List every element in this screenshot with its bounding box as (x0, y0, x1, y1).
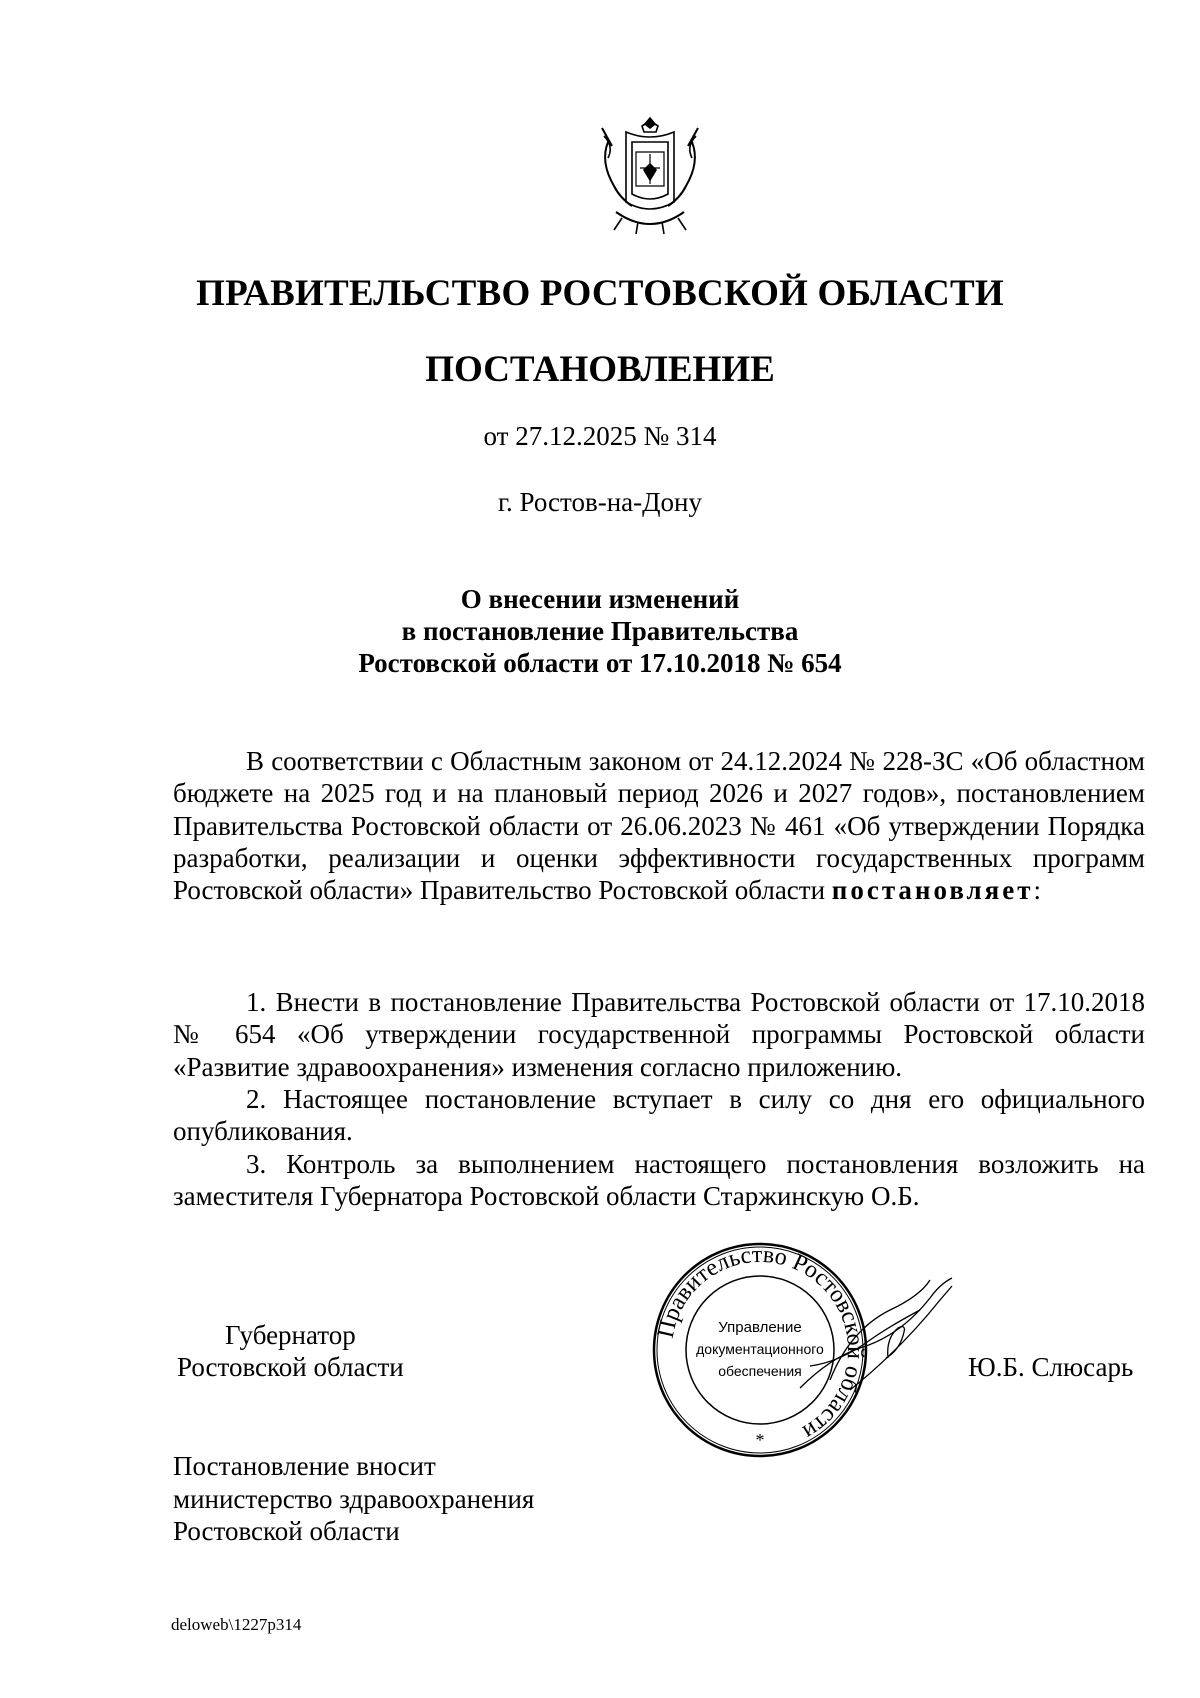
signatory-title-line: Губернатор (224, 1320, 356, 1350)
preamble-paragraph (173, 745, 1145, 906)
introduced-by-line: Ростовской области (173, 1516, 400, 1546)
organization-title: ПРАВИТЕЛЬСТВО РОСТОВСКОЙ ОБЛАСТИ (196, 273, 1004, 314)
stamp-inner-line: Управление (718, 1319, 802, 1336)
subject-line: О внесении изменений (460, 584, 740, 614)
signatory-title (177, 1319, 404, 1383)
document-city: г. Ростов-на-Дону (497, 487, 702, 517)
decision-word: постановляет (831, 875, 1034, 906)
document-subject (0, 583, 1200, 679)
subject-line: Ростовской области от 17.10.2018 № 654 (358, 648, 842, 678)
document-date-number: от 27.12.2025 № 314 (483, 421, 717, 451)
introduced-by-line: Постановление вносит (173, 1451, 436, 1481)
item-paragraph: 1. Внести в постановление Правительства Ростовской области от 17.10.2018 № 654 «Об утверждении государственной программы Ростовской области «Развитие здравоохранения» изменения согласно приложению. (173, 987, 1145, 1082)
item-paragraph: 2. Настоящее постановление вступает в силу со дня его официального опубликования. (173, 1084, 1145, 1147)
stamp-inner-line: документационного (696, 1341, 824, 1357)
document-type: ПОСТАНОВЛЕНИЕ (425, 349, 775, 390)
preamble-text: В соответствии с Областным законом от 24.12.2024 № 228-ЗС «Об областном бюджете на 2025 год и на плановый период 2026 и 2027 годов», постановлением Правительства Ростовской области от 26.06.2023 № 461 «Об утверждении Порядка разработки, реализации и оценки эффективности государственных программ Ростовской области» Правительство Ростовской области (173, 746, 1145, 906)
preamble-colon: : (1033, 875, 1042, 906)
stamp-star: * (755, 1430, 765, 1450)
signatory-name: Ю.Б. Слюсарь (968, 1352, 1134, 1382)
handwritten-signature (790, 1270, 990, 1400)
stamp-outer-text: Правительство Ростовской области (652, 1241, 869, 1445)
stamp-inner-line: обеспечения (718, 1363, 802, 1379)
coat-of-arms-icon (586, 112, 714, 240)
signatory-title-line: Ростовской области (177, 1352, 404, 1382)
introduced-by-block (173, 1450, 534, 1548)
introduced-by-line: министерство здравоохранения (173, 1483, 535, 1514)
item-paragraph: 3. Контроль за выполнением настоящего постановления возложить на заместителя Губернатора Ростовской области Старжинскую О.Б. (173, 1149, 1145, 1212)
document-reference: deloweb\1227p314 (171, 1615, 302, 1634)
subject-line: в постановление Правительства (401, 616, 799, 646)
